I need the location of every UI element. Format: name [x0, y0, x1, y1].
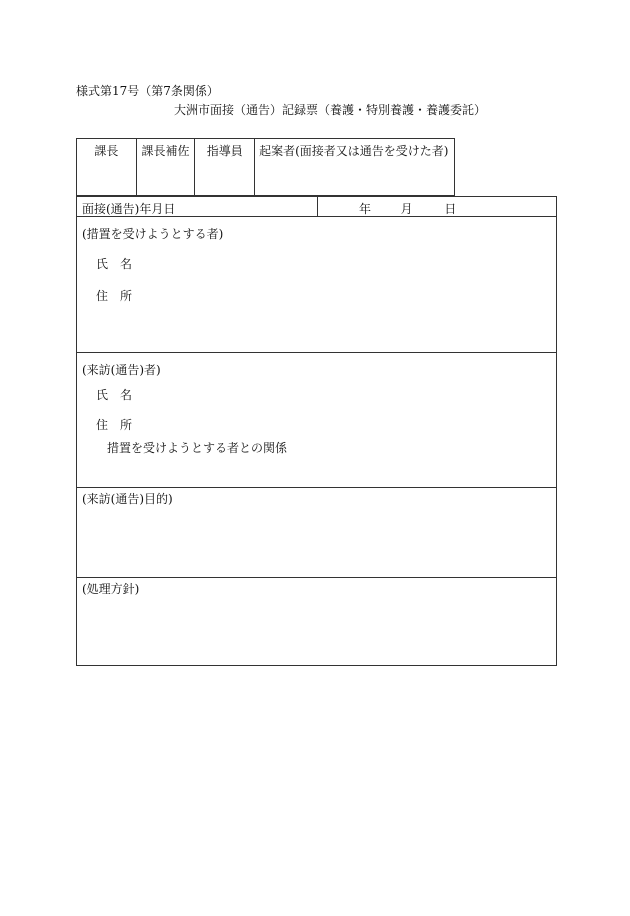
date-divider: [317, 197, 318, 216]
subject-section-title: (措置を受けようとする者): [82, 227, 224, 241]
record-table: [76, 196, 557, 666]
date-label: 面接(通告)年月日: [82, 202, 176, 216]
visitor-address-label: 住 所: [96, 418, 133, 432]
approval-label-assistant-chief: 課長補佐: [141, 144, 190, 158]
approval-cell-assistant-chief: [137, 139, 196, 195]
visitor-section: [77, 353, 556, 488]
policy-section: [77, 578, 556, 667]
subject-section: [77, 217, 556, 353]
visitor-relation-label: 措置を受けようとする者との関係: [107, 441, 288, 455]
approval-stamp-grid: [76, 138, 455, 196]
approval-label-section-chief: 課長: [94, 144, 119, 158]
year-label: 年: [359, 202, 372, 216]
subject-address-label: 住 所: [96, 289, 133, 303]
date-row: [77, 197, 556, 217]
form-title: 大洲市面接（通告）記録票（養護・特別養護・養護委託）: [174, 103, 487, 117]
month-label: 月: [400, 202, 413, 216]
form-number: 様式第17号（第7条関係）: [76, 84, 219, 98]
approval-label-instructor: 指導員: [206, 144, 243, 158]
approval-label-drafter: 起案者(面接者又は通告を受けた者): [259, 144, 449, 158]
visitor-name-label: 氏 名: [96, 388, 133, 402]
purpose-section: [77, 488, 556, 578]
purpose-section-title: (来訪(通告)目的): [82, 492, 173, 506]
subject-name-label: 氏 名: [96, 257, 133, 271]
visitor-section-title: (来訪(通告)者): [82, 363, 161, 377]
approval-cell-instructor: [195, 139, 255, 195]
date-field[interactable]: [359, 200, 456, 217]
policy-section-title: (処理方針): [82, 582, 140, 596]
approval-cell-drafter: [255, 139, 454, 195]
day-label: 日: [444, 202, 457, 216]
approval-cell-section-chief: [77, 139, 137, 195]
